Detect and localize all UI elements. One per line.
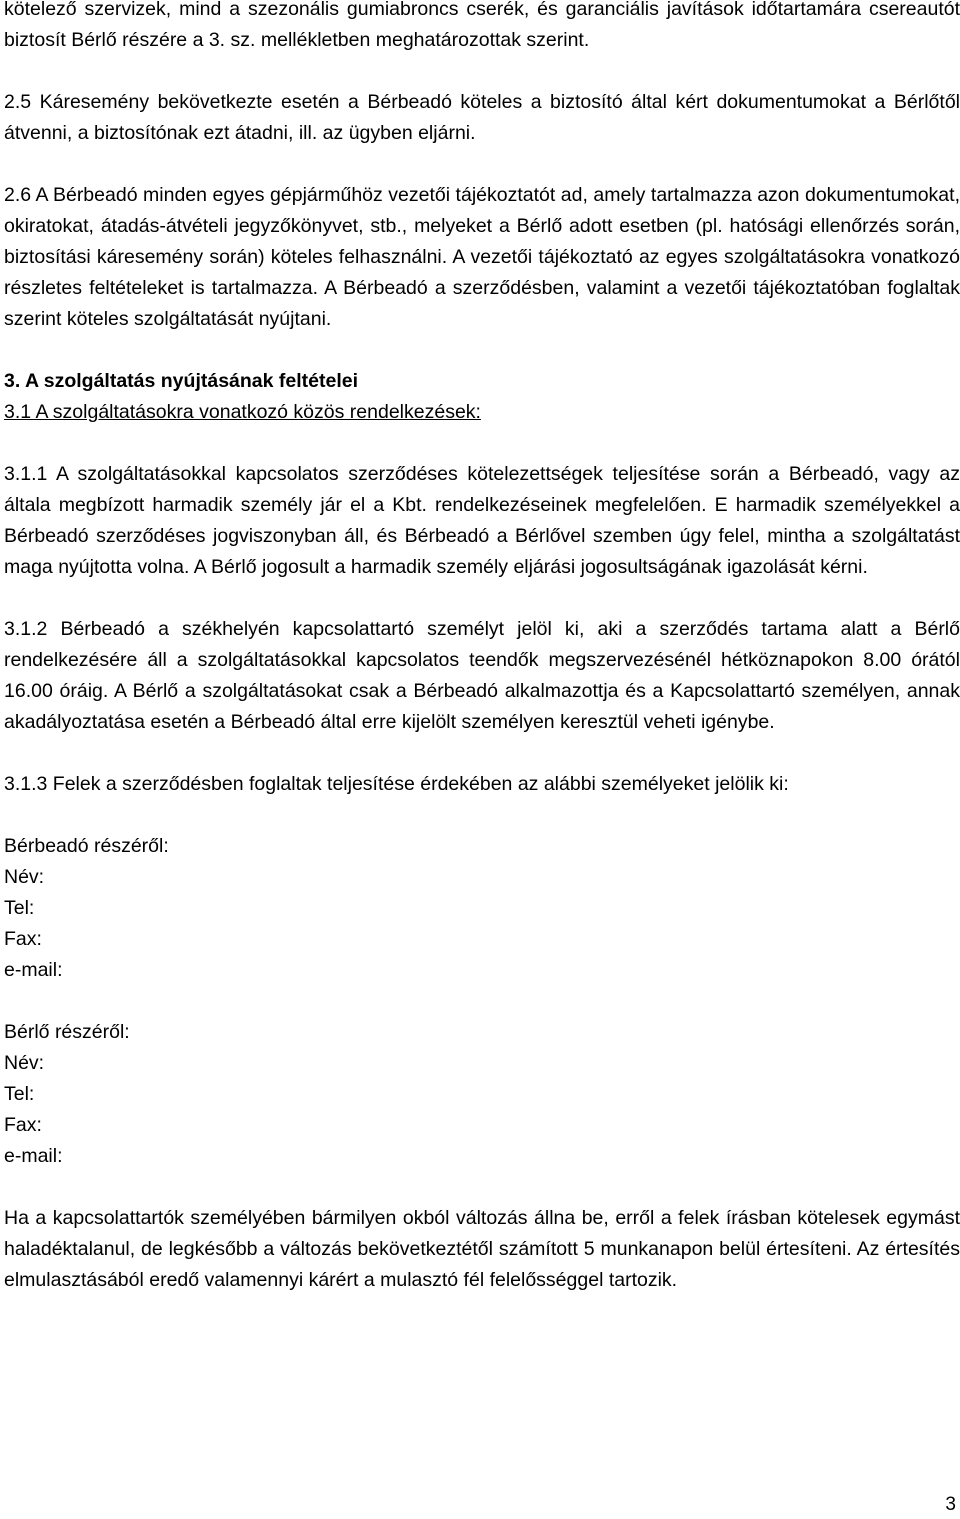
contact-fax-label: Fax: (4, 1114, 42, 1136)
paragraph-3-1-3: 3.1.3 Felek a szerződésben foglaltak teljesítése érdekében az alábbi személyeket jelölik ki: (4, 773, 789, 795)
contact-tel-label: Tel: (4, 897, 35, 919)
contact-tel-label: Tel: (4, 1083, 35, 1105)
paragraph-2-4-continuation: kötelező szervizek, mind a szezonális gumiabroncs cserék, és garanciális javítások időtartamára csereautót biztosít Bérlő részére a 3. sz. mellékletben meghatározottak szerint. (4, 0, 960, 51)
contact-title: Bérbeadó részéről: (4, 835, 169, 857)
contact-name-label: Név: (4, 866, 45, 888)
paragraph-2-6: 2.6 A Bérbeadó minden egyes gépjárműhöz vezetői tájékoztatót ad, amely tartalmazza azon dokumentumokat, okiratokat, átadás-átvételi jegyzőkönyvet, stb., melyeket a Bérlő adott esetben (pl. hatósági ellenőrzés során, biztosítási káresemény során) köteles felhasználni. A vezetői tájékoztató az egyes szolgáltatásokra vonatkozó részletes feltételeket is tartalmazza. A Bérbeadó a szerződésben, valamint a vezetői tájékoztatóban foglaltak szerint köteles szolgáltatását nyújtani. (4, 184, 960, 330)
contact-block-berlo (4, 1017, 960, 1172)
contact-title: Bérlő részéről: (4, 1021, 130, 1043)
section-3-1-heading (4, 397, 960, 428)
contact-email-label: e-mail: (4, 959, 63, 981)
contact-block-berbeado (4, 831, 960, 986)
paragraph-final: Ha a kapcsolattartók személyében bármilyen okból változás állna be, erről a felek írásban kötelesek egymást haladéktalanul, de legkésőbb a változás bekövetkeztétől számított 5 munkanapon belül értesíteni. Az értesítés elmulasztásából eredő valamennyi kárért a mulasztó fél felelősséggel tartozik. (4, 1207, 960, 1291)
document-page (4, 0, 960, 1296)
section-3-heading: 3. A szolgáltatás nyújtásának feltételei (4, 370, 359, 392)
page-number: 3 (945, 1494, 956, 1515)
paragraph-3-1-2: 3.1.2 Bérbeadó a székhelyén kapcsolattartó személyt jelöl ki, aki a szerződés tartama alatt a Bérlő rendelkezésére áll a szolgáltatásokkal kapcsolatos teendők megszervezésénél hétköznapokon 8.00 órától 16.00 óráig. A Bérlő a szolgáltatásokat csak a Bérbeadó alkalmazottja és a Kapcsolattartó személyen, annak akadályoztatása esetén a Bérbeadó által erre kijelölt személyen keresztül veheti igénybe. (4, 618, 960, 733)
contact-email-label: e-mail: (4, 1145, 63, 1167)
contact-fax-label: Fax: (4, 928, 42, 950)
contact-name-label: Név: (4, 1052, 45, 1074)
section-3-1-heading-text: 3.1 A szolgáltatásokra vonatkozó közös rendelkezések: (4, 401, 481, 423)
paragraph-3-1-1: 3.1.1 A szolgáltatásokkal kapcsolatos szerződéses kötelezettségek teljesítése során a Bérbeadó, vagy az általa megbízott harmadik személy jár el a Kbt. rendelkezéseinek megfelelően. E harmadik személyekkel a Bérbeadó szerződéses jogviszonyban áll, és Bérbeadó a Bérlővel szemben úgy felel, mintha a szolgáltatást maga nyújtotta volna. A Bérlő jogosult a harmadik személy eljárási jogosultságának igazolását kérni. (4, 463, 960, 578)
paragraph-2-5: 2.5 Káresemény bekövetkezte esetén a Bérbeadó köteles a biztosító által kért dokumentumokat a Bérlőtől átvenni, a biztosítónak ezt átadni, ill. az ügyben eljárni. (4, 91, 960, 144)
